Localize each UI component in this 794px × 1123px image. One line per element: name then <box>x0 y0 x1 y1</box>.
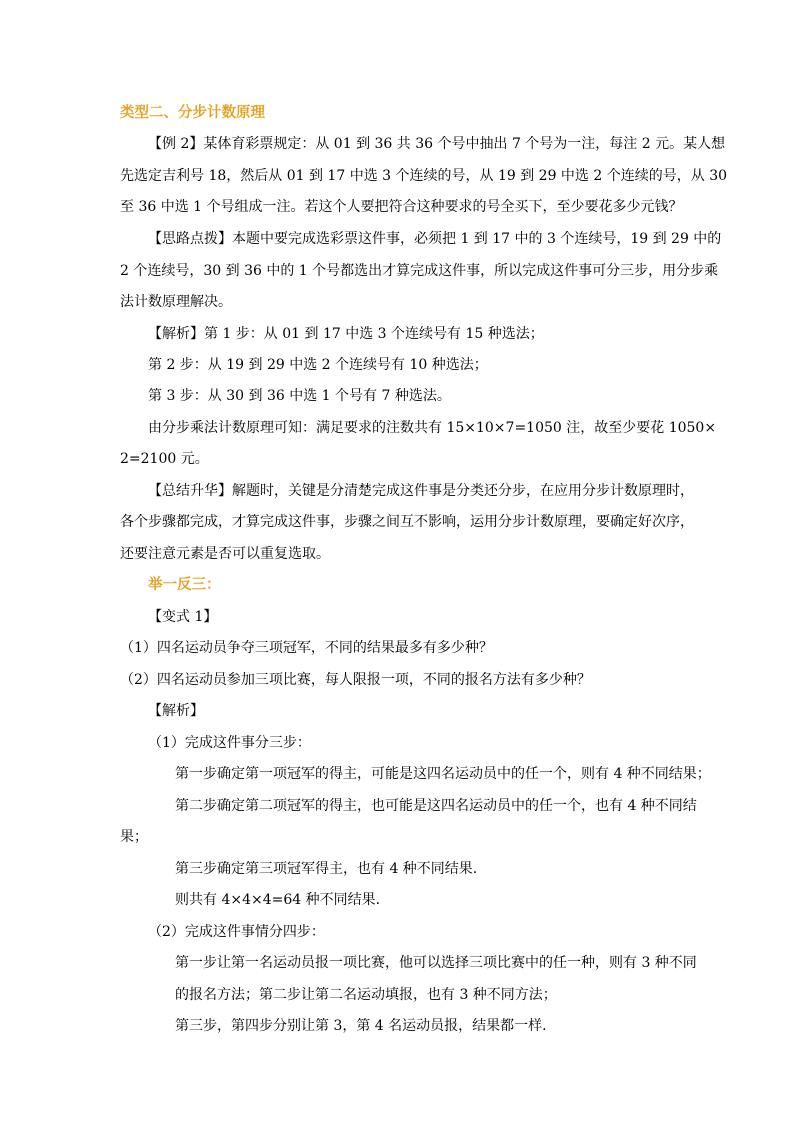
analysis-step-3: 第 3 步：从 30 到 36 中选 1 个号有 7 种选法。 <box>148 388 451 404</box>
example-line-2: 先选定吉利号 18，然后从 01 到 17 中选 3 个连续的号，从 19 到 29 中选 2 个连续的号，从 30 <box>120 168 728 184</box>
hint-line-1: 【思路点拨】本题中要完成选彩票这件事，必须把 1 到 17 中的 3 个连续号，19 到 29 中的 <box>148 231 722 247</box>
part2-line-2: 的报名方法；第二步让第二名运动填报，也有 3 种不同方法； <box>175 987 557 1003</box>
analysis-conclusion-1: 由分步乘法计数原理可知：满足要求的注数共有 15×10×7=1050 注，故至少要花 1050× <box>148 420 717 436</box>
practice-title: 举一反三： <box>148 577 221 593</box>
example-line-1: 【例 2】某体育彩票规定：从 01 到 36 共 36 个号中抽出 7 个号为一注，每注 2 元。某人想 <box>148 136 726 152</box>
hint-line-2: 2 个连续号，30 到 36 中的 1 个号都选出才算完成这件事，所以完成这件事可分三步，用分步乘 <box>120 263 719 279</box>
summary-line-3: 还要注意元素是否可以重复选取。 <box>120 546 330 562</box>
part1-line-3: 果； <box>120 829 148 845</box>
summary-line-2: 各个步骤都完成，才算完成这件事，步骤之间互不影响，运用分步计数原理，要确定好次序， <box>120 514 694 530</box>
part1-line-2: 第二步确定第二项冠军的得主，也可能是这四名运动员中的任一个，也有 4 种不同结 <box>175 798 697 814</box>
part1-line-1: 第一步确定第一项冠军的得主，可能是这四名运动员中的任一个，则有 4 种不同结果； <box>175 766 711 782</box>
summary-line-1: 【总结升华】解题时，关键是分清楚完成这件事是分类还分步，在应用分步计数原理时， <box>148 483 694 499</box>
analysis-step-1: 【解析】第 1 步：从 01 到 17 中选 3 个连续号有 15 种选法； <box>148 326 544 342</box>
question-2: （2）四名运动员参加三项比赛，每人限报一项，不同的报名方法有多少种？ <box>120 672 591 688</box>
part1-head: （1）完成这件事分三步： <box>148 735 311 751</box>
part1-line-4: 第三步确定第三项冠军得主，也有 4 种不同结果. <box>175 861 478 877</box>
analysis-label: 【解析】 <box>148 326 204 342</box>
hint-line-3: 法计数原理解决。 <box>120 294 232 310</box>
part2-head: （2）完成这件事情分四步： <box>148 924 325 940</box>
hint-label: 【思路点拨】 <box>148 231 232 247</box>
part1-line-5: 则共有 4×4×4=64 种不同结果. <box>175 892 381 908</box>
example-line-3: 至 36 中选 1 个号组成一注。若这个人要把符合这种要求的号全买下，至少要花多少元钱？ <box>120 199 683 215</box>
example-label: 【例 2】 <box>148 136 204 152</box>
solution-label: 【解析】 <box>148 703 204 719</box>
analysis-conclusion-2: 2=2100 元。 <box>120 451 209 467</box>
summary-label: 【总结升华】 <box>148 483 232 499</box>
analysis-step-2: 第 2 步：从 19 到 29 中选 2 个连续号有 10 种选法； <box>148 357 488 373</box>
part2-line-3: 第三步，第四步分别让第 3，第 4 名运动员报，结果都一样. <box>175 1018 547 1034</box>
section-title: 类型二、分步计数原理 <box>120 105 265 121</box>
variant-label: 【变式 1】 <box>148 609 218 625</box>
question-1: （1）四名运动员争夺三项冠军，不同的结果最多有多少种？ <box>120 640 493 656</box>
part2-line-1: 第一步让第一名运动员报一项比赛，他可以选择三项比赛中的任一种，则有 3 种不同 <box>175 955 697 971</box>
